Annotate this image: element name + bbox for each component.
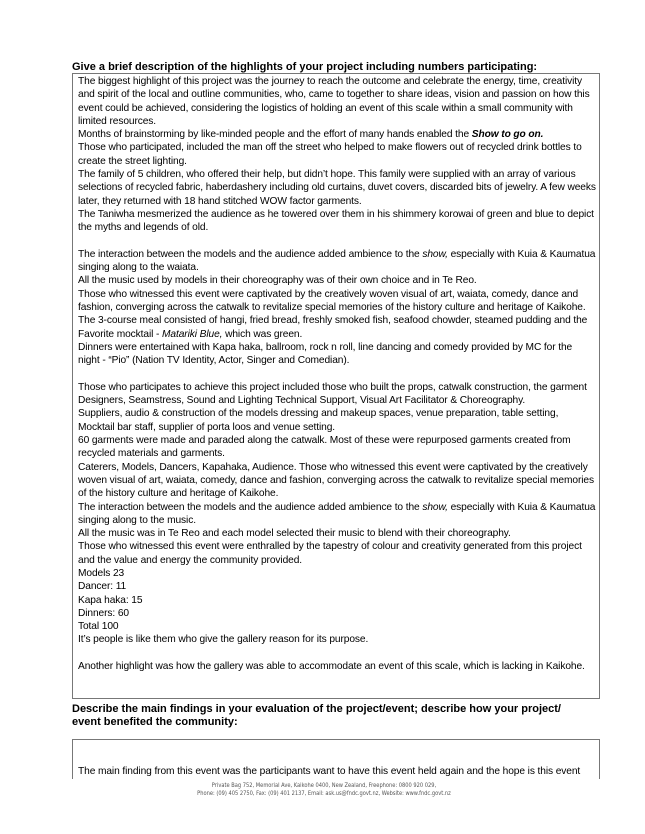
answer-paragraph: All the music used by models in their choreography was of their own choice and in Te Reo. <box>78 275 477 287</box>
highlights-answer-text <box>78 75 596 673</box>
paragraph-text: The interaction between the models and the audience added ambience to the <box>78 248 423 260</box>
answer-paragraph: Kapa haka: 15 <box>78 594 143 606</box>
answer-paragraph: Caterers, Models, Dancers, Kapahaka, Audience. Those who witnessed this event were captivated by the creatively woven visual of art, waiata, comedy, dance and fashion, converging across the catwalk to revitalize special memories of the history culture and heritage of Kaikohe. <box>78 461 594 500</box>
footer-contact: Phone: (09) 405 2750, Fax: (09) 401 2137, Email: ask.us@fndc.govt.nz, Website: www.fndc.govt.nz <box>197 789 451 797</box>
emphasized-text: show, <box>422 501 448 513</box>
answer-paragraph: The Taniwha mesmerized the audience as he towered over them in his shimmery korowai of green and blue to depict the myths and legends of old. <box>78 208 594 234</box>
paragraph-text: which was green. <box>222 328 303 340</box>
answer-paragraph: Models 23 <box>78 567 125 579</box>
answer-paragraph: The family of 5 children, who offered their help, but didn’t hope. This family were supplied with an array of various selections of recycled fabric, haberdashery including old curtains, duvet covers, discarded bits of jewelry. A few weeks later, they returned with 18 hand stitched WOW factor garments. <box>78 169 596 207</box>
emphasized-text: show, <box>422 248 448 260</box>
paragraph-text: especially with Kuia & Kaumatua singing along to the music. <box>78 501 596 526</box>
emphasized-text: Matariki Blue, <box>162 328 223 340</box>
paragraph-text: Months of brainstorming by like-minded people and the effort of many hands enabled the <box>78 129 472 141</box>
blank-line <box>78 368 596 381</box>
answer-paragraph <box>78 314 596 341</box>
answer-paragraph: Dinners were entertained with Kapa haka, ballroom, rock n roll, line dancing and comedy provided by MC for the night - “Pio” (Nation TV Identity, Actor, Singer and Comedian). <box>78 341 573 367</box>
answer-paragraph: Those who participates to achieve this project included those who built the props, catwalk construction, the garment Designers, Seamstress, Sound and Lighting Technical Support, Visual Art Facilitator & Choreography. <box>78 381 587 407</box>
answer-paragraph: Those who witnessed this event were captivated by the creatively woven visual of art, waiata, comedy, dance and fashion, converging across the catwalk to revitalize special memories of the history culture and heritage of Kaikohe. <box>78 288 586 314</box>
answer-paragraph: The biggest highlight of this project was the journey to reach the outcome and celebrate the energy, time, creativity and spirit of the local and outline communities, who, came to together to share ideas, vision and passion on how this event could be achieved, considering the logistics of holding an event of this scale within a small community with limited resources. <box>78 76 590 127</box>
answer-paragraph: Another highlight was how the gallery was able to accommodate an event of this scale, which is lacking in Kaikohe. <box>78 661 585 673</box>
findings-question: Describe the main findings in your evaluation of the project/event; describe how your project/ event benefited the community: <box>72 703 561 728</box>
answer-paragraph: Those who witnessed this event were enthralled by the tapestry of colour and creativity generated from this project and the value and energy the community provided. <box>78 541 582 566</box>
paragraph-text: The 3-course meal consisted of hangi, fried bread, freshly smoked fish, seafood chowder, steamed pudding and the Favorite mocktail - <box>78 315 588 340</box>
answer-paragraph: Dinners: 60 <box>78 607 129 619</box>
answer-paragraph <box>78 128 596 141</box>
highlights-question: Give a brief description of the highlights of your project including numbers participating: <box>72 61 538 73</box>
answer-paragraph <box>78 248 596 275</box>
answer-paragraph: Total 100 <box>78 621 119 633</box>
footer-address: Private Bag 752, Memorial Ave, Kaikohe 0400, New Zealand, Freephone: 0800 920 029, <box>211 781 437 789</box>
blank-line <box>78 647 596 660</box>
findings-answer-text: The main finding from this event was the participants want to have this event held again and the hope is this event <box>78 766 581 777</box>
blank-line <box>78 235 596 248</box>
emphasized-text: Show to go on. <box>471 129 544 141</box>
answer-paragraph: It’s people is like them who give the gallery reason for its purpose. <box>78 634 369 646</box>
answer-paragraph: 60 garments were made and paraded along the catwalk. Most of these were repurposed garments created from recycled materials and garments. <box>78 435 571 460</box>
answer-paragraph: Those who participated, included the man off the street who helped to make flowers out of recycled drink bottles to create the street lighting. <box>78 142 582 167</box>
paragraph-text: The interaction between the models and the audience added ambience to the <box>78 501 423 513</box>
answer-paragraph: Dancer: 11 <box>78 581 127 593</box>
answer-paragraph: All the music was in Te Reo and each model selected their music to blend with their choreography. <box>78 528 511 540</box>
paragraph-text: especially with Kuia & Kaumatua singing along to the waiata. <box>78 248 596 274</box>
answer-paragraph <box>78 501 596 528</box>
answer-paragraph: Suppliers, audio & construction of the models dressing and makeup spaces, venue preparation, table setting, Mocktail bar staff, supplier of porta loos and venue setting. <box>78 408 559 433</box>
